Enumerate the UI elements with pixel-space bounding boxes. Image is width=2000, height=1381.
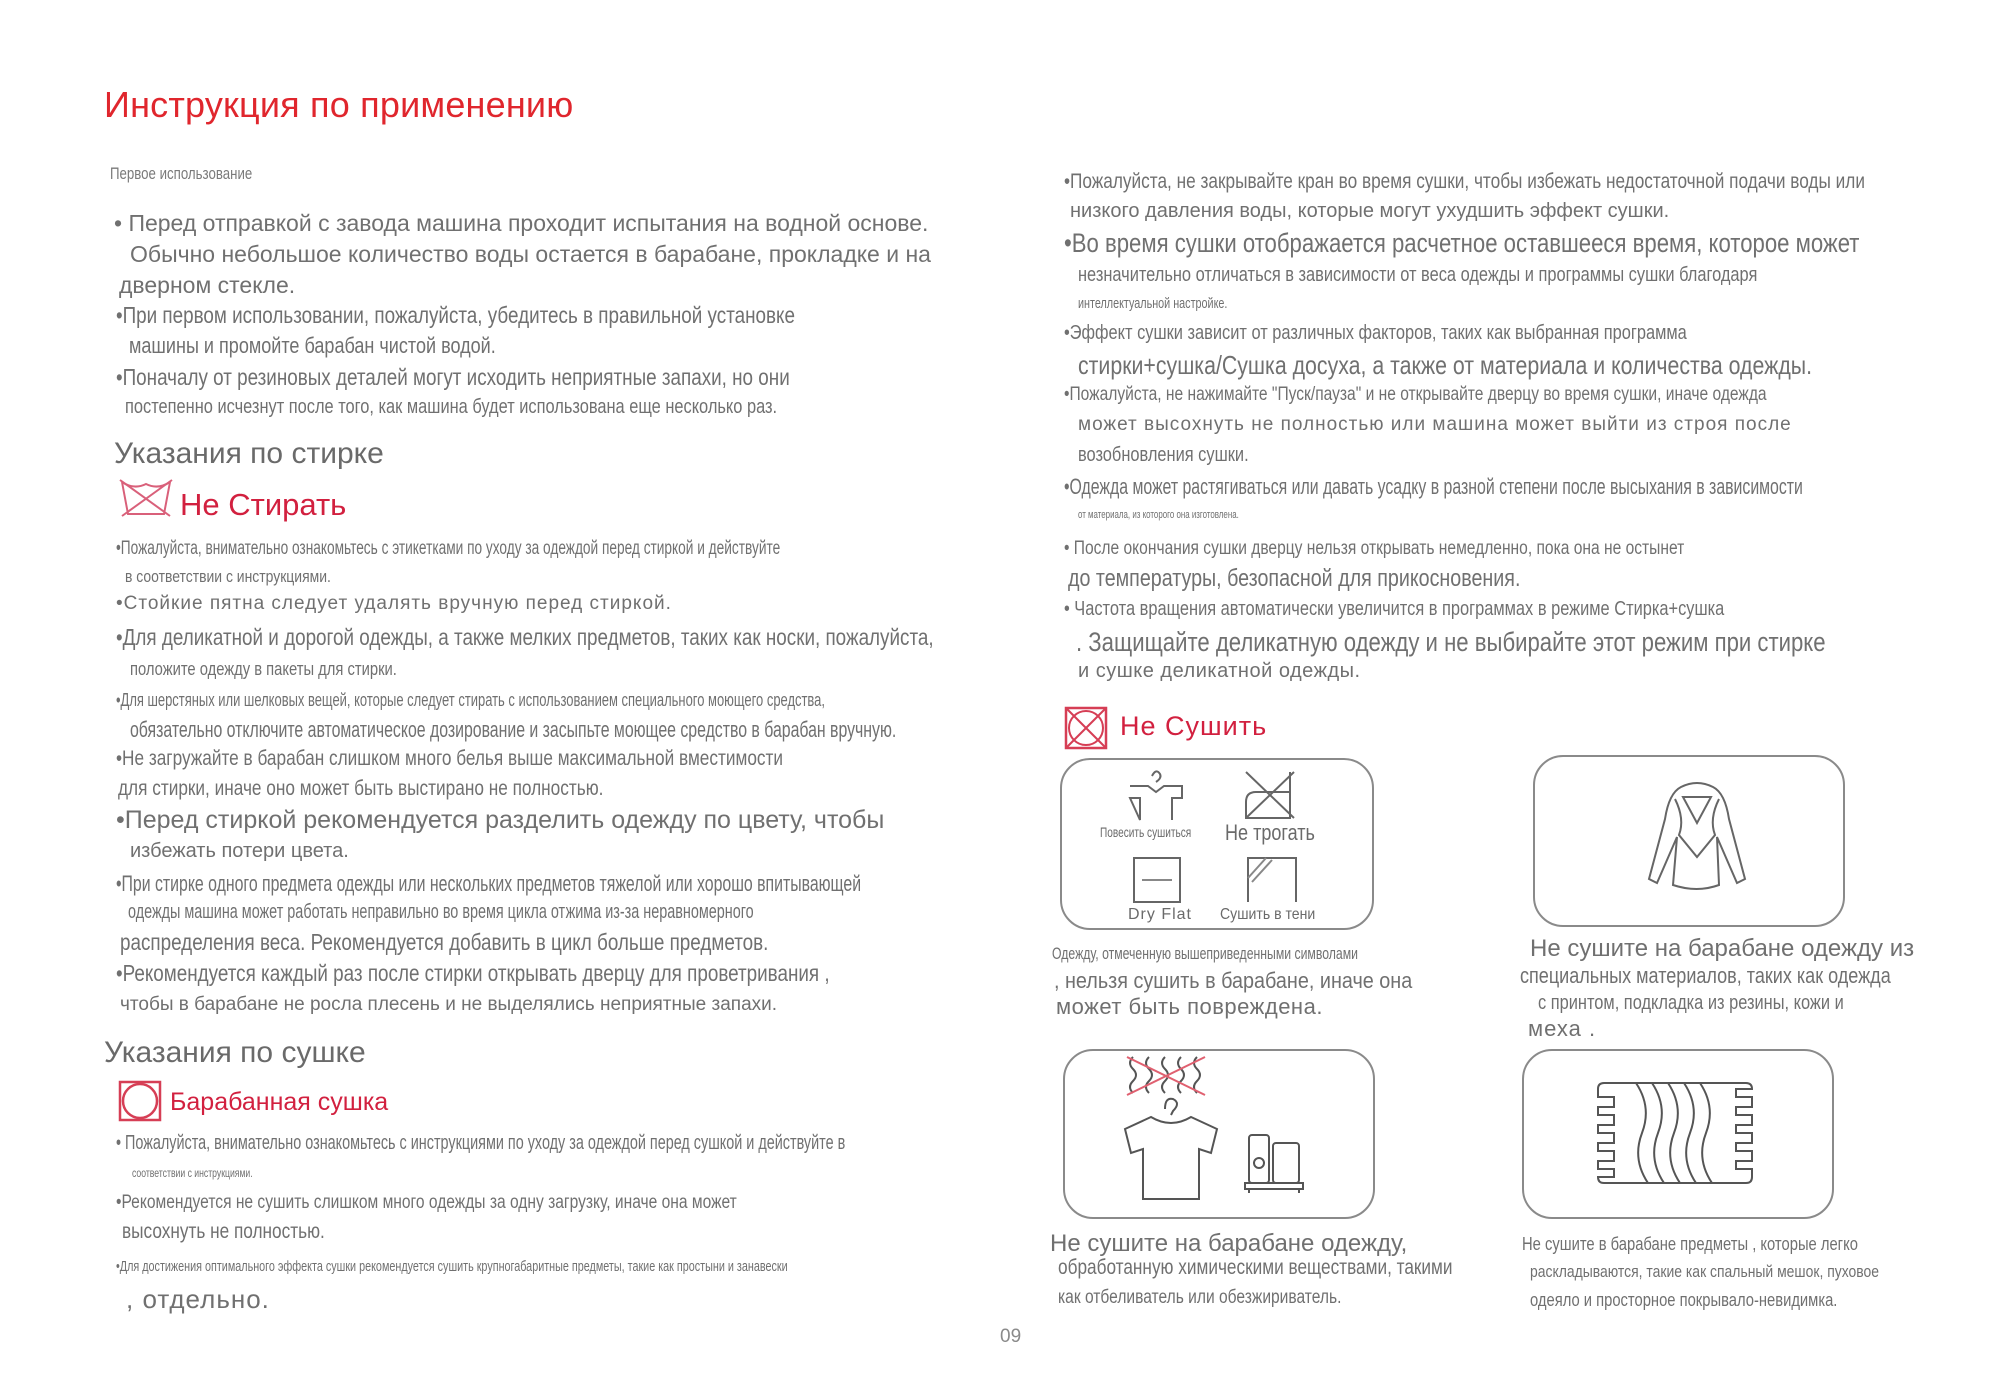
- first-use-line: •При первом использовании, пожалуйста, убедитесь в правильной установке: [116, 302, 795, 328]
- chemical-bottles-icon: [1243, 1129, 1307, 1195]
- washing-line: чтобы в барабане не росла плесень и не выделялись неприятные запахи.: [120, 994, 778, 1015]
- washing-line: •Стойкие пятна следует удалять вручную перед стиркой.: [116, 593, 672, 614]
- bulky-items-box: [1522, 1049, 1834, 1219]
- first-use-line: машины и промойте барабан чистой водой.: [129, 333, 496, 358]
- right-line: и сушке деликатной одежды.: [1078, 660, 1361, 682]
- right-line: незначительно отличаться в зависимости от веса одежды и программы сушки благодаря: [1078, 264, 1758, 286]
- washing-line: в соответствии с инструкциями.: [125, 567, 331, 586]
- symbols-caption: , нельзя сушить в барабане, иначе она: [1054, 968, 1413, 993]
- special-materials-caption: Не сушите на барабане одежду из: [1530, 935, 1915, 962]
- right-line: •Пожалуйста, не закрывайте кран во время сушки, чтобы избежать недостаточной подачи воды или: [1064, 170, 1865, 193]
- tumble-dry-label: Барабанная сушка: [170, 1088, 389, 1116]
- page-number: 09: [1000, 1326, 1022, 1347]
- washing-line: •Рекомендуется каждый раз после стирки открывать дверцу для проветривания ,: [116, 960, 830, 986]
- chemicals-box: [1063, 1049, 1375, 1219]
- care-symbols-box: [1060, 758, 1374, 930]
- drying-line: соответствии с инструкциями.: [132, 1166, 253, 1180]
- washing-line: для стирки, иначе оно может быть выстирано не полностью.: [118, 777, 604, 800]
- dry-flat-label: Dry Flat: [1128, 906, 1192, 923]
- dry-in-shade-icon: [1246, 856, 1298, 904]
- special-materials-caption: меха .: [1528, 1016, 1597, 1041]
- chemicals-caption: Не сушите на барабане одежду,: [1050, 1230, 1408, 1257]
- chemicals-caption: обработанную химическими веществами, такими: [1058, 1256, 1453, 1279]
- right-line: •Во время сушки отображается расчетное оставшееся время, которое может: [1064, 228, 1860, 258]
- drying-line: •Рекомендуется не сушить слишком много одежды за одну загрузку, иначе она может: [116, 1192, 737, 1213]
- right-line: • Частота вращения автоматически увеличится в программах в режиме Стирка+сушка: [1064, 598, 1725, 620]
- washing-line: избежать потери цвета.: [130, 840, 349, 862]
- hang-dry-icon: [1126, 768, 1186, 822]
- drying-line: •Для достижения оптимального эффекта сушки рекомендуется сушить крупногабаритные предметы, такие как простыни и занавески: [116, 1258, 788, 1275]
- symbols-caption: Одежду, отмеченную вышеприведенными символами: [1052, 944, 1358, 963]
- jacket-icon: [1645, 779, 1749, 897]
- drying-line: • Пожалуйста, внимательно ознакомьтесь с инструкциями по уходу за одеждой перед сушкой и действуйте в: [116, 1132, 846, 1154]
- tshirt-hanger-icon: [1121, 1095, 1221, 1203]
- chemicals-caption: как отбеливатель или обезжириватель.: [1058, 1287, 1342, 1308]
- right-line: •Пожалуйста, не нажимайте "Пуск/пауза" и не открывайте дверцу во время сушки, иначе одежда: [1064, 384, 1767, 405]
- right-line: •Эффект сушки зависит от различных факторов, таких как выбранная программа: [1064, 322, 1687, 344]
- blanket-icon: [1586, 1081, 1764, 1185]
- page-title: Инструкция по применению: [104, 84, 574, 125]
- right-line: может высохнуть не полностью или машина может выйти из строя после: [1078, 414, 1792, 435]
- washing-line: обязательно отключите автоматическое дозирование и засыпьте моющее средство в барабан вручную.: [130, 717, 897, 742]
- bulky-items-caption: Не сушите в барабане предметы , которые легко: [1522, 1234, 1858, 1254]
- do-not-touch-label: Не трогать: [1225, 820, 1315, 845]
- washing-line: •Перед стиркой рекомендуется разделить одежду по цвету, чтобы: [116, 806, 885, 834]
- no-wash-label: Не Стирать: [180, 487, 347, 522]
- first-use-line: • Перед отправкой с завода машина проходит испытания на водной основе.: [114, 210, 929, 236]
- first-use-heading: Первое использование: [110, 164, 253, 183]
- no-dry-label: Не Сушить: [1120, 711, 1268, 741]
- first-use-line: дверном стекле.: [119, 272, 296, 298]
- washing-line: положите одежду в пакеты для стирки.: [130, 659, 397, 679]
- washing-line: •Для шерстяных или шелковых вещей, которые следует стирать с использованием специального моющего средства,: [116, 690, 825, 710]
- tumble-dry-icon: [118, 1080, 162, 1122]
- no-wash-icon: [118, 478, 174, 520]
- right-line: возобновления сушки.: [1078, 444, 1249, 466]
- dry-in-shade-label: Сушить в тени: [1220, 906, 1316, 923]
- no-heat-waves-icon: [1123, 1055, 1213, 1099]
- bulky-items-caption: одеяло и просторное покрывало-невидимка.: [1530, 1290, 1838, 1310]
- right-line: низкого давления воды, которые могут ухудшить эффект сушки.: [1070, 200, 1670, 222]
- right-line: . Защищайте деликатную одежду и не выбирайте этот режим при стирке: [1076, 627, 1826, 657]
- special-materials-caption: с принтом, подкладка из резины, кожи и: [1538, 992, 1844, 1014]
- right-line: стирки+сушка/Сушка досуха, а также от материала и количества одежды.: [1078, 350, 1813, 380]
- washing-line: одежды машина может работать неправильно во время цикла отжима из-за неравномерного: [128, 901, 754, 923]
- right-line: • После окончания сушки дверцу нельзя открывать немедленно, пока она не остынет: [1064, 538, 1685, 559]
- right-line: от материала, из которого она изготовлена.: [1078, 509, 1239, 521]
- right-line: •Одежда может растягиваться или давать усадку в разной степени после высыхания в зависимости: [1064, 474, 1803, 499]
- bulky-items-caption: раскладываются, такие как спальный мешок, пуховое: [1530, 1262, 1880, 1281]
- washing-line: •Для деликатной и дорогой одежды, а также мелких предметов, таких как носки, пожалуйста,: [116, 624, 934, 650]
- drying-line: , отдельно.: [126, 1284, 270, 1314]
- right-line: до температуры, безопасной для прикосновения.: [1068, 565, 1521, 592]
- no-dry-icon: [1064, 706, 1108, 750]
- first-use-line: постепенно исчезнут после того, как машина будет использована еще несколько раз.: [125, 396, 778, 418]
- washing-line: •Не загружайте в барабан слишком много белья выше максимальной вместимости: [116, 747, 784, 770]
- symbols-caption: может быть повреждена.: [1056, 994, 1323, 1019]
- first-use-line: •Поначалу от резиновых деталей могут исходить неприятные запахи, но они: [116, 364, 790, 390]
- washing-line: •Пожалуйста, внимательно ознакомьтесь с этикетками по уходу за одеждой перед стиркой и действуйте: [116, 538, 781, 559]
- dry-flat-icon: [1132, 856, 1182, 904]
- drying-line: высохнуть не полностью.: [122, 1220, 325, 1243]
- drying-heading: Указания по сушке: [104, 1036, 366, 1069]
- washing-line: •При стирке одного предмета одежды или нескольких предметов тяжелой или хорошо впитывающей: [116, 871, 862, 896]
- special-materials-box: [1533, 755, 1845, 927]
- first-use-line: Обычно небольшое количество воды остается в барабане, прокладке и на: [130, 241, 931, 267]
- do-not-touch-icon: [1240, 768, 1296, 822]
- hang-dry-label: Повесить сушиться: [1100, 824, 1192, 840]
- special-materials-caption: специальных материалов, таких как одежда: [1520, 963, 1891, 988]
- right-line: интеллектуальной настройке.: [1078, 295, 1228, 312]
- washing-heading: Указания по стирке: [114, 437, 384, 470]
- washing-line: распределения веса. Рекомендуется добавить в цикл больше предметов.: [120, 929, 769, 955]
